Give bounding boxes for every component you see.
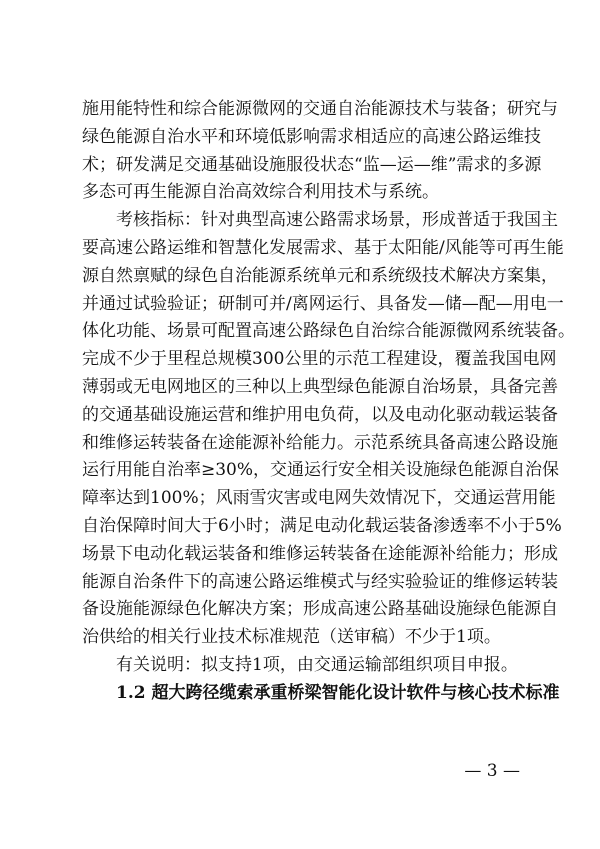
text-line: 施用能特性和综合能源微网的交通自治能源技术与装备；研究与: [82, 99, 558, 119]
text-line: 备设施能源绿色化解决方案；形成高速公路基础设施绿色能源自: [82, 599, 558, 620]
text-line: 障率达到100%；风雨雪灾害或电网失效情况下，交通运营用能: [82, 488, 556, 509]
text-line: 薄弱或无电网地区的三种以上典型绿色能源自治场景，具备完善: [82, 376, 558, 397]
text-line: 治供给的相关行业技术标准规范（送审稿）不少于1项。: [82, 627, 501, 648]
text-line: 术；研发满足交通基础设施服役状态“监—运—维”需求的多源: [82, 154, 542, 175]
text-line: 并通过试验验证；研制可并/离网运行、具备发—储—配—用电一: [82, 293, 564, 314]
text-line: 能源自治条件下的高速公路运维模式与经实验验证的维修运转装: [82, 571, 558, 592]
text-line: 完成不少于里程总规模300公里的示范工程建设，覆盖我国电网: [82, 349, 557, 370]
paragraph-notes: 有关说明：拟支持1项，由交通运输部组织项目申报。: [116, 654, 518, 675]
body-text: [82, 96, 575, 708]
text-line: 绿色能源自治水平和环境低影响需求相适应的高速公路运维技: [82, 126, 541, 147]
text-line: 要高速公路运维和智慧化发展需求、基于太阳能/风能等可再生能: [82, 237, 564, 258]
text-line: 源自然禀赋的绿色自治能源系统单元和系统级技术解决方案集，: [82, 265, 558, 286]
text-line: 的交通基础设施运营和维护用电负荷，以及电动化驱动载运装备: [82, 404, 558, 425]
paragraph-assessment-indicators: [82, 207, 575, 652]
text-line: 体化功能、场景可配置高速公路绿色自治综合能源微网系统装备。: [82, 321, 575, 342]
paragraph-research-content: [82, 96, 558, 207]
text-line: 自治保障时间大于6小时；满足电动化载运装备渗透率不小于5%: [82, 515, 562, 536]
text-line: 场景下电动化载运装备和维修运转装备在途能源补给能力；形成: [82, 543, 558, 564]
page-number: — 3 —: [464, 761, 520, 781]
text-line: 多态可再生能源自治高效综合利用技术与系统。: [82, 182, 439, 203]
text-line: 考核指标：针对典型高速公路需求场景，形成普适于我国主: [116, 210, 558, 231]
section-heading: 1.2 超大跨径缆索承重桥梁智能化设计软件与核心技术标准: [116, 682, 560, 703]
text-line: 运行用能自治率≥30%，交通运行安全相关设施绿色能源自治保: [82, 460, 560, 481]
text-line: 和维修运转装备在途能源补给能力。示范系统具备高速公路设施: [82, 432, 558, 453]
